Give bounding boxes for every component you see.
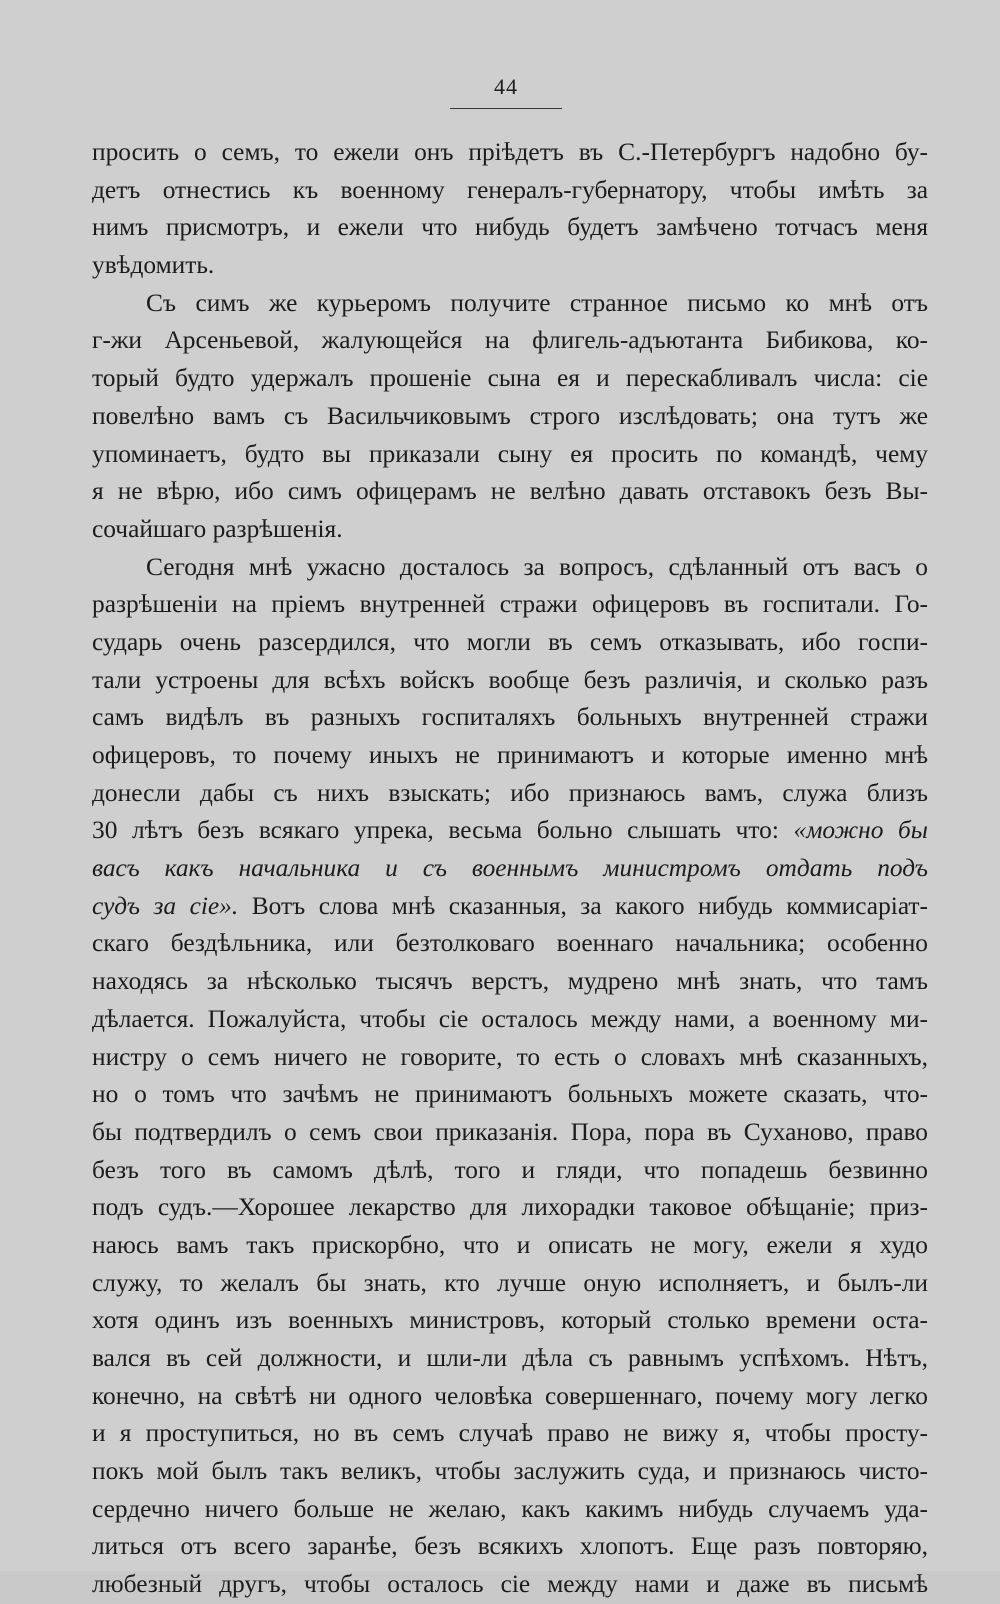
- text-line: [92, 1265, 928, 1303]
- line-text: детъ отнестись къ военному генералъ-губернатору, чтобы имѣть за: [92, 175, 928, 204]
- text-line: [92, 699, 928, 737]
- text-line: [92, 1528, 928, 1566]
- line-text: конечно, на свѣтѣ ни одного человѣка совершеннаго, почему могу легко: [92, 1381, 928, 1410]
- text-line: [92, 925, 928, 963]
- text-line: [92, 1340, 928, 1378]
- text-line: [92, 963, 928, 1001]
- text-line: [92, 1227, 928, 1265]
- line-text: 30 лѣтъ безъ всякаго упрека, весьма больно слышать что:: [92, 816, 779, 845]
- text-line: [92, 850, 928, 888]
- line-text: любезный другъ, чтобы осталось сіе между нами и даже въ письмѣ: [92, 1570, 928, 1599]
- text-line: [92, 436, 928, 474]
- line-text: покъ мой былъ такъ великъ, чтобы заслужить суда, и признаюсь чисто-: [92, 1457, 928, 1486]
- line-text: тали устроены для всѣхъ войскъ вообще безъ различія, и сколько разъ: [92, 665, 928, 694]
- text-line: [92, 775, 928, 813]
- line-text: подъ судъ.—Хорошее лекарство для лихорадки таковое обѣщаніе; приз-: [92, 1193, 928, 1222]
- text-line: [92, 586, 928, 624]
- text-line: [92, 549, 928, 587]
- line-text: нимъ присмотръ, и ежели что нибудь будетъ замѣчено тотчасъ меня: [92, 213, 928, 242]
- line-text: донесли дабы съ нихъ взыскать; ибо признаюсь вамъ, служа близъ: [92, 778, 928, 807]
- line-text: и я проступиться, но въ семъ случаѣ право не вижу я, чтобы просту-: [92, 1419, 928, 1448]
- text-line: [92, 1076, 928, 1114]
- text-line: [92, 511, 928, 549]
- italic-quote: судъ за сіе».: [92, 891, 239, 920]
- text-line: [92, 1378, 928, 1416]
- line-text: увѣдомить.: [92, 251, 215, 280]
- italic-quote: «можно бы: [793, 816, 928, 845]
- text-line: [92, 624, 928, 662]
- line-text: служу, то желалъ бы знать, кто лучше оную исполняетъ, и былъ-ли: [92, 1268, 928, 1297]
- italic-quote: васъ какъ начальника и съ военнымъ министромъ отдать подъ: [92, 854, 928, 883]
- line-text: нистру о семъ ничего не говорите, то есть о словахъ мнѣ сказанныхъ,: [92, 1042, 928, 1071]
- text-line: [92, 1039, 928, 1077]
- line-text: сочайшаго разрѣшенія.: [92, 514, 343, 543]
- text-line: [92, 888, 928, 926]
- text-line: [92, 360, 928, 398]
- line-text: упоминаетъ, будто вы приказали сыну ея просить по командѣ, чему: [92, 439, 928, 468]
- line-text: находясь за нѣсколько тысячъ верстъ, мудрено мнѣ знать, что тамъ: [92, 967, 928, 996]
- line-text: Сегодня мнѣ ужасно досталось за вопросъ, сдѣланный отъ васъ о: [146, 552, 928, 581]
- line-text: Съ симъ же курьеромъ получите странное письмо ко мнѣ отъ: [146, 288, 928, 317]
- text-line: [92, 322, 928, 360]
- text-line: [92, 737, 928, 775]
- text-line: [92, 398, 928, 436]
- text-line: [92, 1189, 928, 1227]
- text-line: [92, 1415, 928, 1453]
- line-text: торый будто удержалъ прошеніе сына ея и перескабливалъ числа: сіе: [92, 364, 928, 393]
- text-line: [92, 285, 928, 323]
- line-text: просить о семъ, то ежели онъ пріѣдетъ въ С.-Петербургъ надобно бу-: [92, 138, 928, 166]
- line-text: Вотъ слова мнѣ сказанныя, за какого нибудь коммисаріат-: [238, 891, 928, 920]
- line-text: дѣлается. Пожалуйста, чтобы сіе осталось между нами, а военному ми-: [92, 1004, 928, 1033]
- line-text: я не вѣрю, ибо симъ офицерамъ не велѣно давать отставокъ безъ Вы-: [92, 477, 928, 506]
- line-text: скаго бездѣльника, или безтолковаго военнаго начальника; особенно: [92, 929, 928, 958]
- line-text: хотя одинъ изъ военныхъ министровъ, который столько времени оста-: [92, 1306, 928, 1335]
- text-line: [92, 172, 928, 210]
- text-line: [92, 1152, 928, 1190]
- text-line: [92, 134, 928, 172]
- text-line: [92, 812, 928, 850]
- text-line: [92, 1566, 928, 1604]
- line-text: офицеровъ, то почему иныхъ не принимаютъ и которые именно мнѣ: [92, 741, 928, 769]
- line-text: самъ видѣлъ въ разныхъ госпиталяхъ больныхъ внутренней стражи: [92, 703, 928, 732]
- line-text: сударь очень разсердился, что могли въ семъ отказывать, ибо госпи-: [92, 627, 928, 656]
- line-text: разрѣшеніи на пріемъ внутренней стражи офицеровъ въ госпитали. Го-: [92, 590, 928, 619]
- text-line: [92, 473, 928, 511]
- line-text: литься отъ всего заранѣе, безъ всякихъ хлопотъ. Еще разъ повторяю,: [92, 1532, 928, 1561]
- line-text: г-жи Арсеньевой, жалующейся на флигель-адъютанта Бибикова, ко-: [92, 326, 928, 355]
- line-text: повелѣно вамъ съ Васильчиковымъ строго изслѣдовать; она тутъ же: [92, 401, 928, 430]
- line-text: наюсь вамъ такъ прискорбно, что и описать не могу, ежели я худо: [92, 1230, 928, 1259]
- text-line: [92, 1001, 928, 1039]
- text-line: [92, 1491, 928, 1529]
- line-text: бы подтвердилъ о семъ свои приказанія. Пора, пора въ Суханово, право: [92, 1117, 928, 1146]
- line-text: но о томъ что зачѣмъ не принимаютъ больныхъ можете сказать, что-: [92, 1080, 928, 1109]
- text-line: [92, 209, 928, 247]
- text-line: [92, 662, 928, 700]
- page-number: 44: [450, 74, 562, 109]
- body-text: [92, 134, 928, 1604]
- text-line: [92, 1302, 928, 1340]
- text-line: [92, 247, 928, 285]
- text-line: [92, 1114, 928, 1152]
- text-line: [92, 1453, 928, 1491]
- line-text: сердечно ничего больше не желаю, какъ какимъ нибудь случаемъ уда-: [92, 1494, 928, 1523]
- line-text: вался въ сей должности, и шли-ли дѣла съ равнымъ успѣхомъ. Нѣтъ,: [92, 1344, 928, 1372]
- line-text: безъ того въ самомъ дѣлѣ, того и гляди, что попадешь безвинно: [92, 1155, 928, 1184]
